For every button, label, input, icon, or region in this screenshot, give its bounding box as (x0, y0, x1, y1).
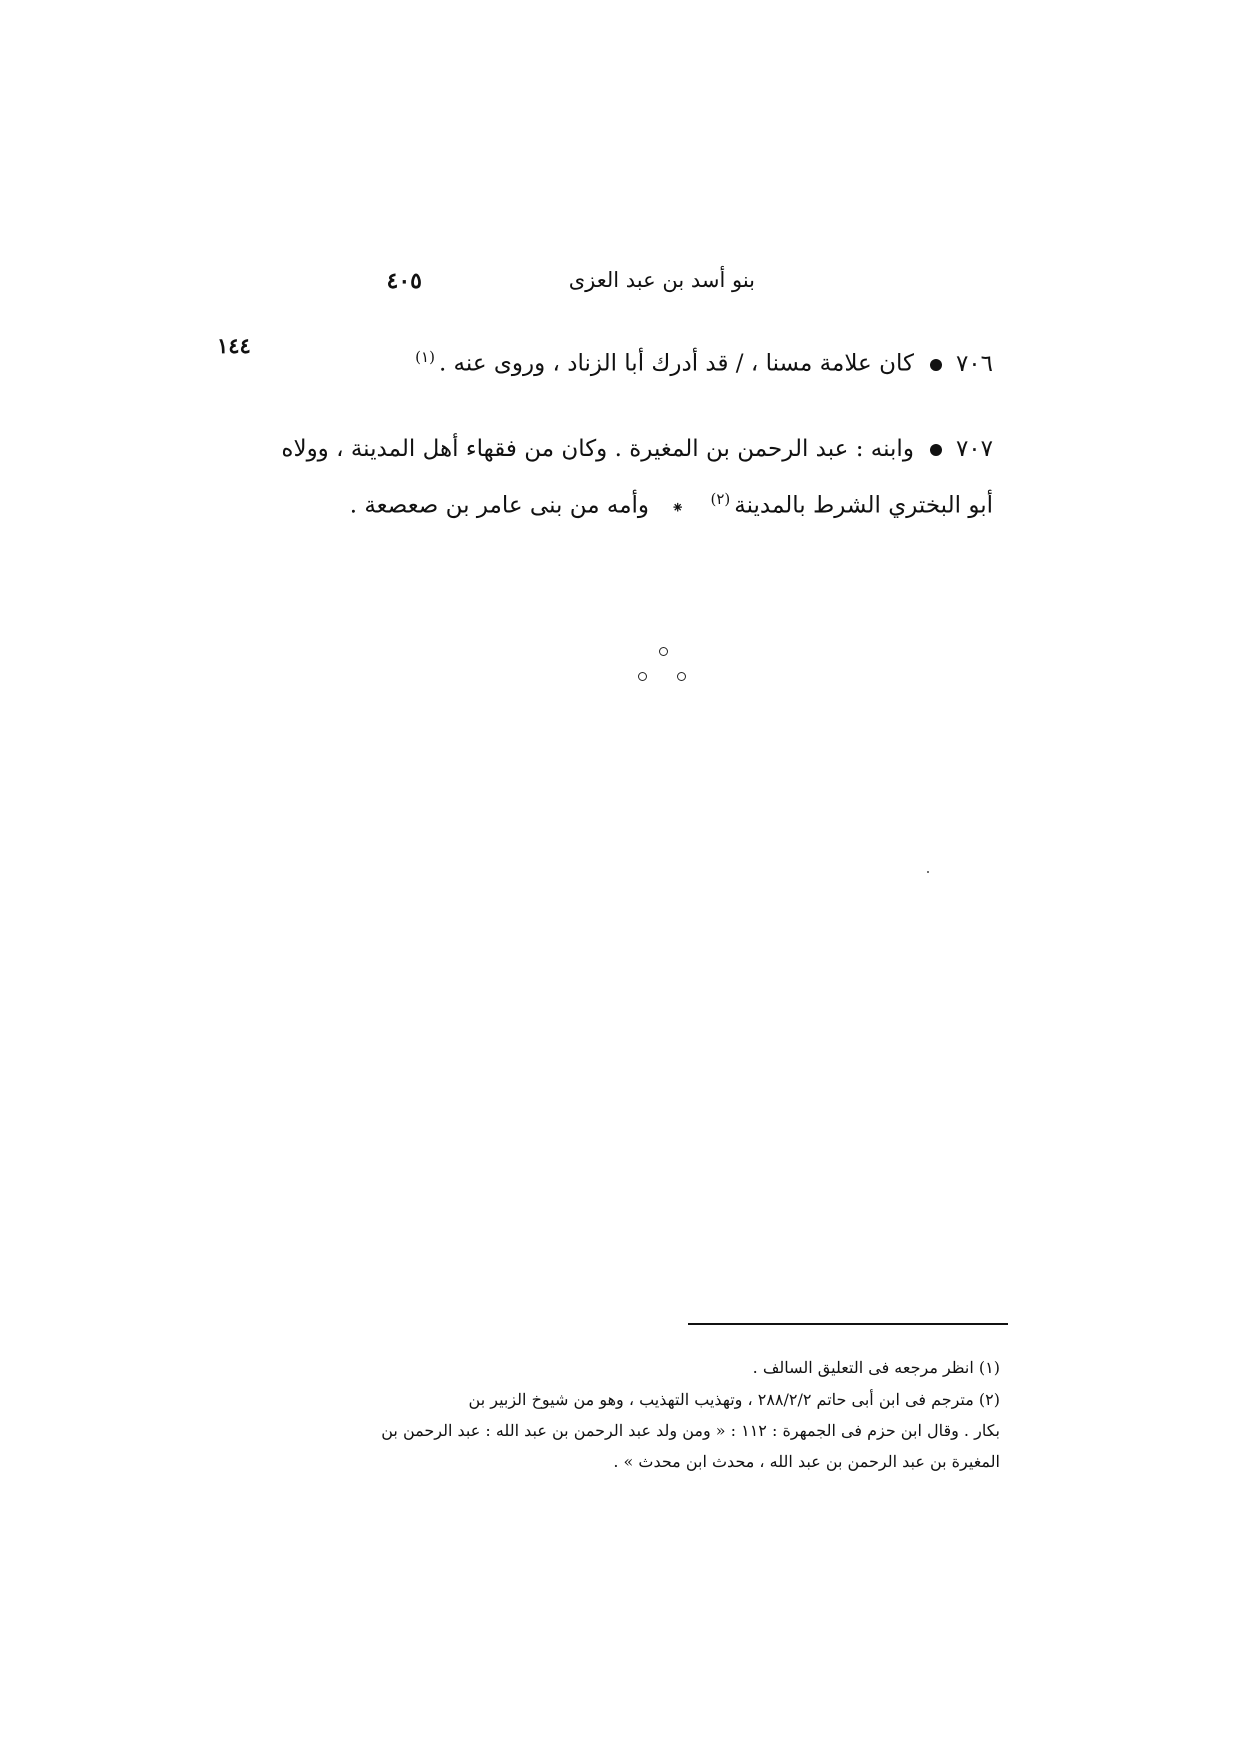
footnote-2-line-3: المغيرة بن عبد الرحمن بن عبد الله ، محدث ابن محدث » . (613, 1452, 1000, 1471)
footnote-marker: (٢) (710, 490, 731, 508)
footnote-2-line-2: بكار . وقال ابن حزم فى الجمهرة : ١١٢ : « ومن ولد عبد الرحمن بن عبد الله : عبد الرحمن بن (381, 1421, 1000, 1440)
margin-reference: ١٤٤ (217, 333, 251, 358)
entry-text: وابنه : عبد الرحمن بن المغيرة . وكان من فقهاء أهل المدينة ، وولاه (281, 436, 914, 462)
entry-707-line-1 (281, 438, 993, 461)
running-title: بنو أسد بن عبد العزى (568, 268, 755, 292)
entry-text: وأمه من بنى عامر بن صعصعة . (349, 492, 650, 519)
page-number: ٤٠٥ (386, 268, 422, 294)
entry-number: ٧٠٦ (955, 350, 993, 377)
entry-number: ٧٠٧ (955, 436, 993, 462)
footnote-1: (١) انظر مرجعه فى التعليق السالف . (752, 1358, 1000, 1377)
bullet-icon (930, 444, 942, 456)
entry-text: كان علامة مسنا ، / قد أدرك أبا الزناد ، وروى عنه . (438, 350, 914, 377)
entry-706 (411, 350, 993, 376)
footnote-divider (688, 1323, 1008, 1325)
separator-star-icon: ⁕ (671, 497, 685, 517)
entry-text: أبو البختري الشرط بالمدينة (734, 492, 993, 519)
ornament-circle-icon (659, 647, 668, 656)
bullet-icon (930, 359, 942, 371)
ornament-circle-icon (638, 672, 647, 681)
footnote-2-line-1: (٢) مترجم فى ابن أبى حاتم ٢٨٨/٢/٢ ، وتهذيب التهذيب ، وهو من شيوخ الزبير بن (468, 1390, 1000, 1409)
footnote-marker: (١) (415, 348, 435, 366)
stray-mark (927, 871, 929, 873)
ornament-circle-icon (677, 672, 686, 681)
entry-707-line-2 (350, 492, 993, 518)
